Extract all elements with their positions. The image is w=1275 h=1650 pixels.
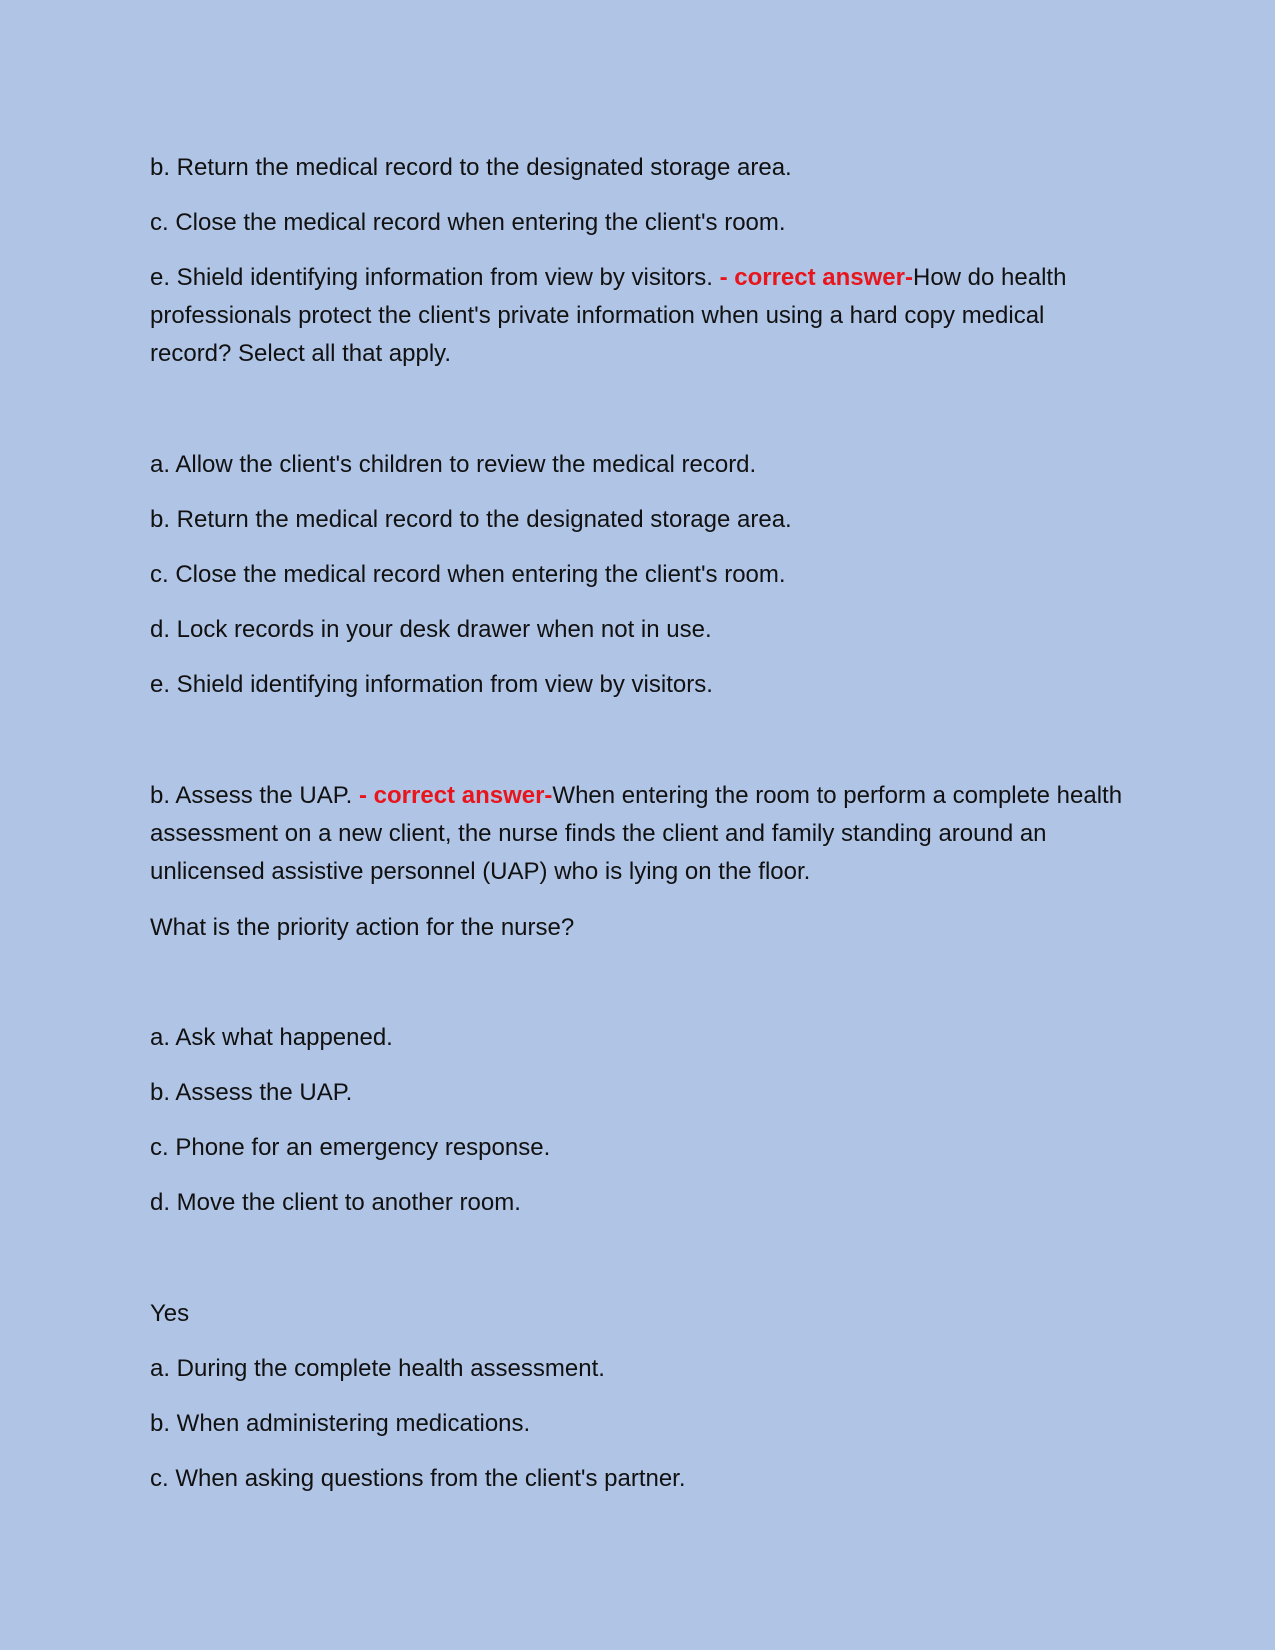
document-page (150, 0, 1130, 1650)
option-line: a. During the complete health assessment. (150, 1355, 605, 1382)
correct-answer-marker: - correct answer- (359, 782, 553, 809)
option-line: a. Allow the client's children to review the medical record. (150, 451, 757, 478)
correct-answer-marker: - correct answer- (719, 264, 913, 291)
answer-text: Yes (150, 1300, 190, 1327)
option-line: d. Move the client to another room. (150, 1189, 521, 1216)
option-line: c. Close the medical record when entering the client's room. (150, 209, 786, 236)
option-line: b. Return the medical record to the designated storage area. (150, 154, 792, 181)
option-line: b. Return the medical record to the designated storage area. (150, 506, 792, 533)
question-continuation: What is the priority action for the nurse? (150, 914, 575, 941)
question-text: When entering the room to perform a complete health assessment on a new client, the nurse finds the client and family standing around an unlicensed assistive personnel (UAP) who is lying on the floor. (150, 782, 1123, 885)
option-line: a. Ask what happened. (150, 1024, 393, 1051)
answer-text: b. Assess the UAP. (150, 782, 353, 809)
option-line: c. Close the medical record when entering the client's room. (150, 561, 786, 588)
answer-text: e. Shield identifying information from view by visitors. (150, 264, 713, 291)
option-line: b. When administering medications. (150, 1410, 531, 1437)
option-line: d. Lock records in your desk drawer when not in use. (150, 616, 712, 643)
question-text: How do health professionals protect the client's private information when using a hard copy medical record? Select all that apply. (150, 264, 1067, 367)
option-line: b. Assess the UAP. (150, 1079, 353, 1106)
option-line: c. When asking questions from the client's partner. (150, 1465, 686, 1492)
option-line: e. Shield identifying information from view by visitors. (150, 671, 713, 698)
option-line: c. Phone for an emergency response. (150, 1134, 551, 1161)
answer-question-block (150, 259, 1130, 373)
answer-question-block (150, 777, 1130, 891)
